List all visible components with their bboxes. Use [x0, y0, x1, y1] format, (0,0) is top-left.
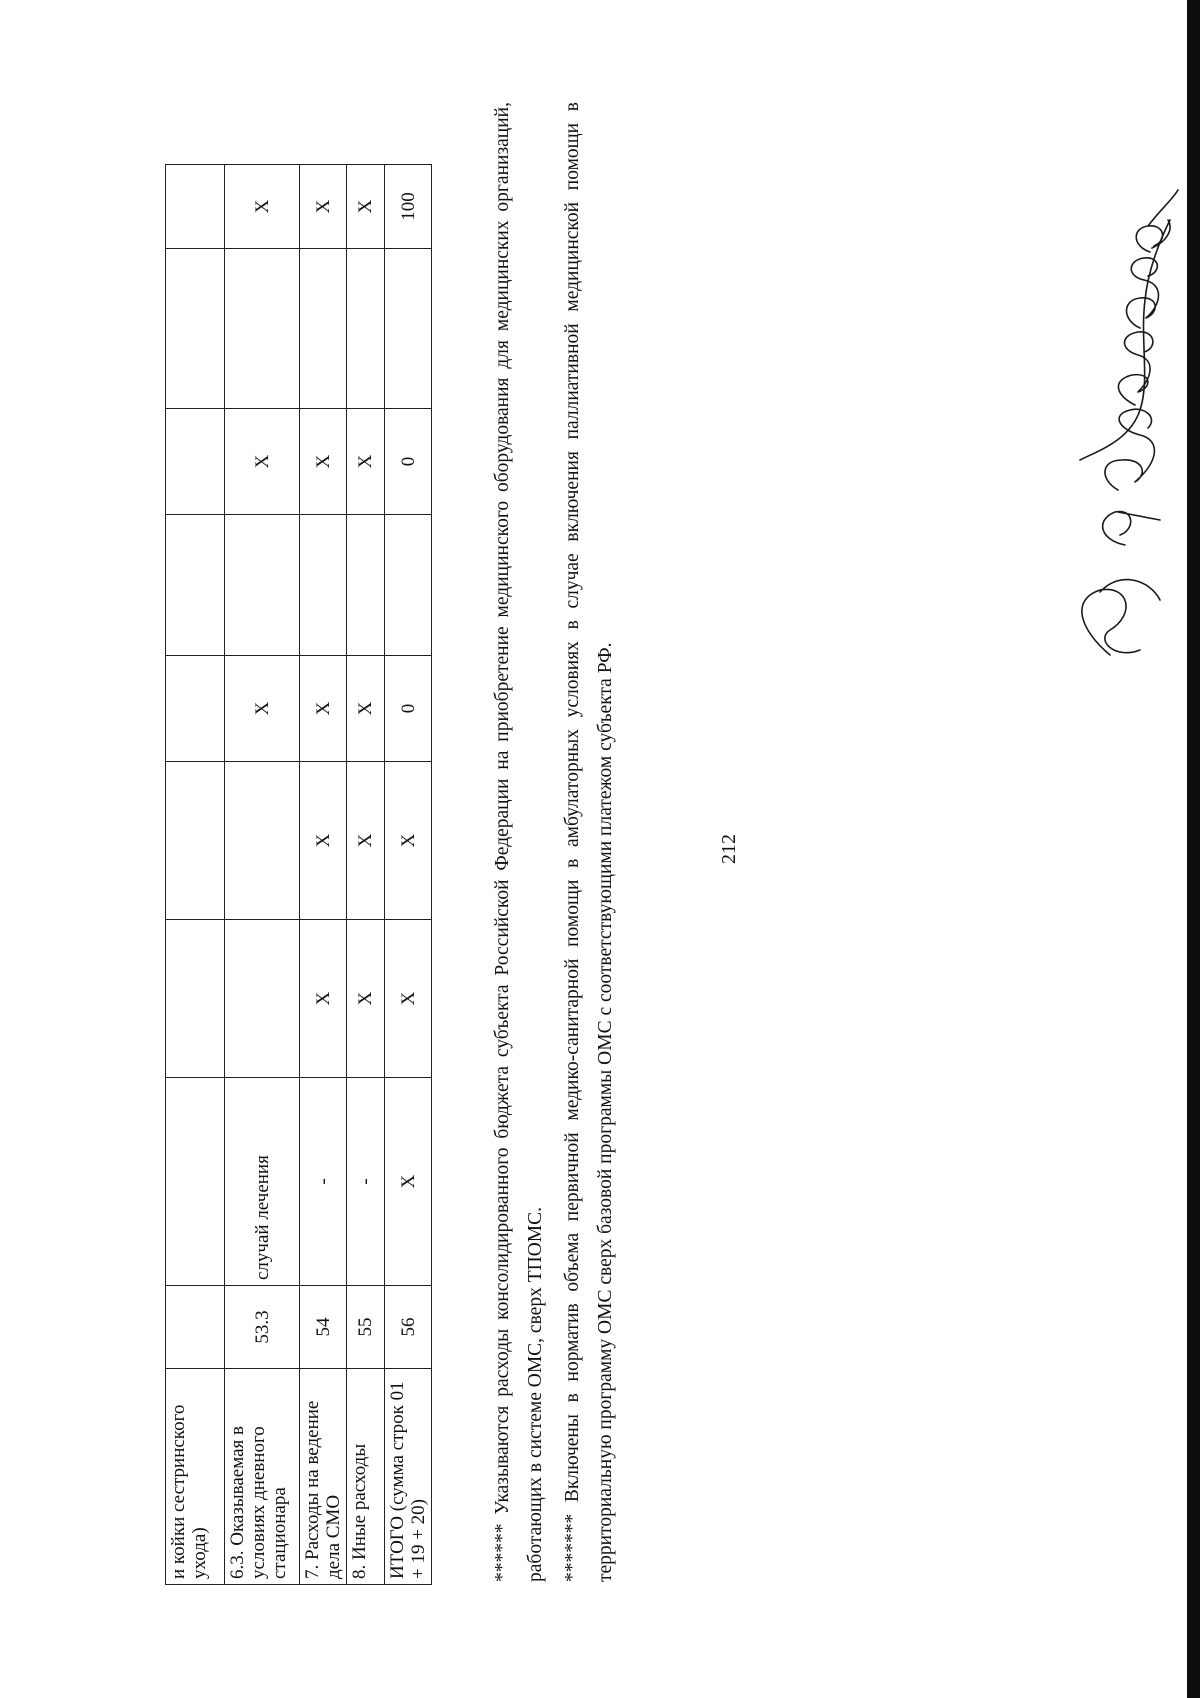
table-row-total	[385, 165, 432, 1585]
table-cell	[225, 762, 300, 920]
row-unit: -	[347, 1078, 385, 1286]
table-cell: 0	[385, 656, 432, 762]
row-name: 7. Расходы на ведение дела СМО	[300, 1369, 347, 1585]
table-cell	[300, 515, 347, 656]
table-cell: X	[225, 165, 300, 249]
row-name: и койки сестринского ухода)	[166, 1369, 225, 1585]
table-cell	[300, 249, 347, 409]
table-cell	[347, 249, 385, 409]
table-cell: X	[385, 920, 432, 1078]
expenses-table	[165, 164, 432, 1585]
table-cell: X	[347, 762, 385, 920]
table-cell: X	[385, 762, 432, 920]
footnote-palliative: ******* Включены в норматив объема первичной медико-санитарной помощи в амбулаторных условиях в случае включения паллиативной медицинской помощи в территориальную программу ОМС сверх базовой программы ОМС с соответствующими платежом субъекта РФ.	[562, 102, 616, 1582]
table-cell	[166, 656, 225, 762]
table-cell	[225, 515, 300, 656]
table-cell	[166, 409, 225, 515]
row-code: 54	[300, 1286, 347, 1369]
table-cell: X	[300, 409, 347, 515]
table-cell: 100	[385, 165, 432, 249]
table-cell: X	[300, 762, 347, 920]
table-row	[166, 165, 225, 1585]
row-unit: случай лечения	[225, 1078, 300, 1286]
scan-dark-edge	[1187, 0, 1200, 1698]
table-cell	[385, 249, 432, 409]
row-code: 56	[385, 1286, 432, 1369]
table-cell: X	[300, 920, 347, 1078]
row-unit: -	[300, 1078, 347, 1286]
table-cell: X	[347, 165, 385, 249]
row-name: 8. Иные расходы	[347, 1369, 385, 1585]
page-number: 212	[718, 834, 740, 864]
table-cell: 0	[385, 409, 432, 515]
row-code	[166, 1286, 225, 1369]
table-cell: X	[347, 409, 385, 515]
handwritten-signature	[1040, 160, 1190, 690]
table-cell	[385, 515, 432, 656]
table-cell	[166, 920, 225, 1078]
row-unit: X	[385, 1078, 432, 1286]
table-row	[300, 165, 347, 1585]
table-cell	[347, 515, 385, 656]
table-cell: X	[300, 656, 347, 762]
table-cell	[225, 249, 300, 409]
table-cell	[166, 762, 225, 920]
table-cell: X	[225, 409, 300, 515]
table-cell: X	[225, 656, 300, 762]
table-cell: X	[347, 656, 385, 762]
table-cell	[166, 249, 225, 409]
table-cell	[166, 165, 225, 249]
table-row	[347, 165, 385, 1585]
row-name: ИТОГО (сумма строк 01 + 19 + 20)	[385, 1369, 432, 1585]
table-cell: X	[300, 165, 347, 249]
footnote-equipment: ****** Указываются расходы консолидированного бюджета субъекта Российской Федерации на приобретение медицинского оборудования для медицинских организаций, работающих в системе ОМС, сверх ТПОМС.	[492, 102, 546, 1582]
row-unit	[166, 1078, 225, 1286]
row-code: 53.3	[225, 1286, 300, 1369]
row-name: 6.3. Оказываемая в условиях дневного стационара	[225, 1369, 300, 1585]
table-cell	[225, 920, 300, 1078]
table-cell: X	[347, 920, 385, 1078]
table-cell	[166, 515, 225, 656]
table-row	[225, 165, 300, 1585]
row-code: 55	[347, 1286, 385, 1369]
